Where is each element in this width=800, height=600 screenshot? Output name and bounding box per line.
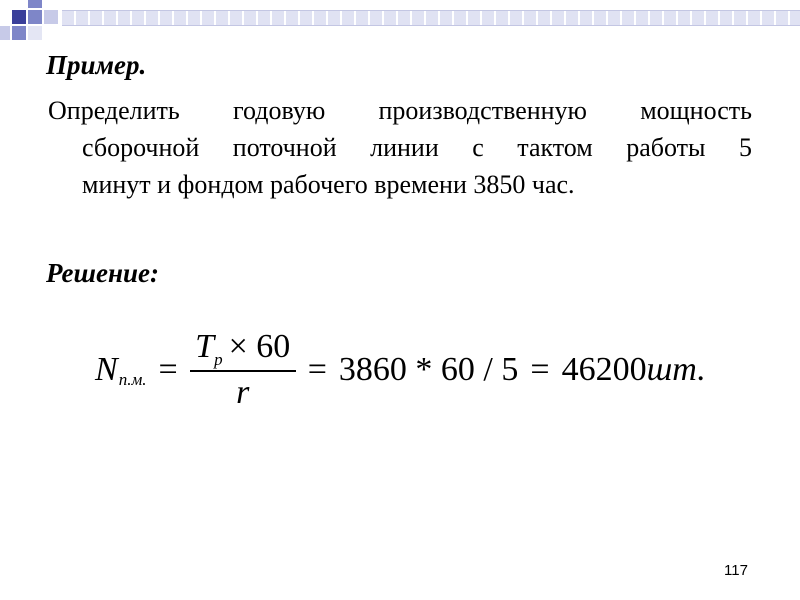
page-number: 117 xyxy=(724,562,748,579)
formula-lhs-subscript: п.м. xyxy=(118,370,147,389)
formula-result: 46200 xyxy=(561,351,647,388)
formula-lhs: N xyxy=(95,351,118,388)
solution-heading: Решение: xyxy=(46,258,159,288)
equals-sign: = xyxy=(307,351,327,388)
fraction-denominator: r xyxy=(236,374,250,411)
formula-expression: 3860 * 60 / 5 xyxy=(338,351,519,388)
task-line: минут и фондом рабочего времени 3850 час. xyxy=(82,170,575,199)
equals-sign: = xyxy=(158,351,178,388)
equals-sign: = xyxy=(530,351,550,388)
fraction xyxy=(190,328,296,412)
decorative-squares xyxy=(0,0,70,50)
example-heading: Пример. xyxy=(46,50,147,80)
formula-unit: шт. xyxy=(646,351,706,388)
numerator-rest: × 60 xyxy=(228,328,291,365)
task-line: Определить годовую производственную мощность xyxy=(48,96,752,125)
numerator-T: T xyxy=(195,328,215,365)
formula xyxy=(95,330,706,410)
numerator-subscript: p xyxy=(214,350,223,369)
fraction-numerator xyxy=(191,328,294,370)
task-line: сборочной поточной линии с тактом работы 5 xyxy=(82,133,752,162)
top-decorative-rule xyxy=(62,10,800,26)
task-text xyxy=(48,92,752,203)
